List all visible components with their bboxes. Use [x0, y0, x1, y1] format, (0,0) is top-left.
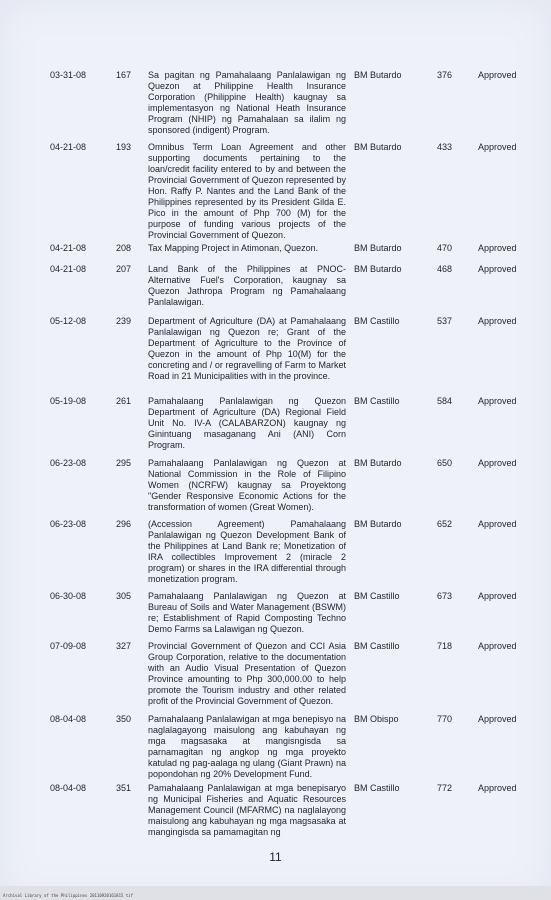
- entry-description: Omnibus Term Loan Agreement and other supporting documents pertaining to the loan/credit facility entered to by and between the Provincial Government of Quezon represented by Hon. Raffy P. Nantes and the Land Bank of the Philippines represented by its President Gilda E. Pico in the amount of Php 700 (M) for the purpose of funding various projects of the Provincial Government of Quezon.: [148, 142, 346, 240]
- entry-date: 05-19-08: [50, 396, 87, 406]
- entry-description: Department of Agriculture (DA) at Pamahalaang Panlalawigan ng Quezon re; Grant of the Department of Agriculture to the Province of Quezon in the amount of Php 10(M) for the concreting and / or regravelling of Farm to Market Road in 21 Municipalities with in the province.: [148, 316, 346, 381]
- resolution-number: 207: [116, 264, 132, 274]
- status-text: Approved: [478, 243, 517, 253]
- control-number: 718: [437, 641, 453, 651]
- status-text: Approved: [478, 316, 517, 326]
- entry-date: 03-31-08: [50, 70, 87, 80]
- control-number: 770: [437, 714, 453, 724]
- sponsor-name: BM Butardo: [354, 142, 402, 152]
- sponsor-name: BM Butardo: [354, 70, 402, 80]
- entry-date: 05-12-08: [50, 316, 87, 326]
- resolution-number: 261: [116, 396, 132, 406]
- control-number: 470: [437, 243, 453, 253]
- entry-description: Pamahalaang Panlalawigan ng Quezon at Bureau of Soils and Water Management (BSWM) re; Establishment of Rapid Composting Techno Demo Farms sa Lalawigan ng Quezon.: [148, 591, 346, 634]
- control-number: 468: [437, 264, 453, 274]
- control-number: 652: [437, 519, 453, 529]
- control-number: 650: [437, 458, 453, 468]
- resolution-number: 193: [116, 142, 132, 152]
- entry-date: 04-21-08: [50, 243, 87, 253]
- resolution-number: 305: [116, 591, 132, 601]
- resolution-number: 167: [116, 70, 132, 80]
- sponsor-name: BM Castillo: [354, 316, 400, 326]
- entry-description: Pamahalaang Panlalawigan at mga benepisaryo ng Municipal Fisheries and Aquatic Resources Management Council (MFARMC) na naglalayong maisulong ang kabuhayan ng mga magsasaka at mangingisda sa pamamagitan ng: [148, 783, 346, 837]
- control-number: 537: [437, 316, 453, 326]
- sponsor-name: BM Butardo: [354, 264, 402, 274]
- sponsor-name: BM Castillo: [354, 396, 400, 406]
- control-number: 673: [437, 591, 453, 601]
- entry-date: 06-23-08: [50, 458, 87, 468]
- footer-note: Archival Library of the Philippines 20110920161815 tif: [3, 893, 134, 898]
- status-text: Approved: [478, 458, 517, 468]
- entry-description: Pamahalaang Panlalawigan ng Quezon Department of Agriculture (DA) Regional Field Unit No. IV-A (CALABARZON) kaugnay ng Ginintuang masaganang Ani (ANI) Corn Program.: [148, 396, 346, 450]
- resolution-number: 350: [116, 714, 132, 724]
- resolution-number: 208: [116, 243, 132, 253]
- resolution-number: 327: [116, 641, 132, 651]
- sponsor-name: BM Butardo: [354, 519, 402, 529]
- control-number: 376: [437, 70, 453, 80]
- status-text: Approved: [478, 783, 517, 793]
- control-number: 772: [437, 783, 453, 793]
- status-text: Approved: [478, 591, 517, 601]
- sponsor-name: BM Castillo: [354, 591, 400, 601]
- resolution-number: 295: [116, 458, 132, 468]
- page-number: 11: [269, 850, 282, 864]
- resolution-number: 296: [116, 519, 132, 529]
- sponsor-name: BM Castillo: [354, 641, 400, 651]
- entry-date: 04-21-08: [50, 264, 87, 274]
- status-text: Approved: [478, 396, 517, 406]
- status-text: Approved: [478, 641, 517, 651]
- entry-date: 07-09-08: [50, 641, 87, 651]
- status-text: Approved: [478, 264, 517, 274]
- entry-date: 08-04-08: [50, 714, 87, 724]
- control-number: 433: [437, 142, 453, 152]
- control-number: 584: [437, 396, 453, 406]
- status-text: Approved: [478, 519, 517, 529]
- entry-description: Tax Mapping Project in Atimonan, Quezon.: [148, 243, 319, 253]
- entry-description: Land Bank of the Philippines at PNOC-Alternative Fuel's Corporation, kaugnay sa Quezon Jathropa Program ng Pamahalaang Panlalawigan.: [148, 264, 346, 307]
- entry-date: 06-30-08: [50, 591, 87, 601]
- resolution-number: 239: [116, 316, 132, 326]
- resolution-number: 351: [116, 783, 132, 793]
- entry-description: Pamahalaang Panlalawigan ng Quezon at National Commission in the Role of Filipino Women (NCRFW) kaugnay sa Proyektong "Gender Responsive Economic Actions for the transformation of women (Great Women).: [148, 458, 346, 512]
- entry-description: (Accession Agreement) Pamahalaang Panlalawigan ng Quezon Development Bank of the Philippines at Land Bank re; Monetization of IRA collectibles Improvement 2 (miracle 2 program) or shares in the IRA differential through monetization program.: [148, 519, 346, 584]
- entry-date: 04-21-08: [50, 142, 87, 152]
- status-text: Approved: [478, 142, 517, 152]
- entry-date: 06-23-08: [50, 519, 87, 529]
- status-text: Approved: [478, 70, 517, 80]
- entry-description: Sa pagitan ng Pamahalaang Panlalawigan ng Quezon at Philippine Health Insurance Corporation (Philippine Health) kaugnay sa implementasyon ng National Heath Insurance Program (NHIP) ng Pamahalaan sa ilalim ng sponsored (indigent) Program.: [148, 70, 346, 135]
- sponsor-name: BM Castillo: [354, 783, 400, 793]
- status-text: Approved: [478, 714, 517, 724]
- entry-date: 08-04-08: [50, 783, 87, 793]
- sponsor-name: BM Butardo: [354, 243, 402, 253]
- entry-description: Provincial Government of Quezon and CCI Asia Group Corporation, relative to the documentation with an Audio Visual Presentation of Quezon Province amounting to Php 300,000.00 to help promote the Tourism industry and other related profit of the Provincial Government of Quezon.: [148, 641, 346, 706]
- sponsor-name: BM Obispo: [354, 714, 399, 724]
- sponsor-name: BM Butardo: [354, 458, 402, 468]
- entry-description: Pamahalaang Panlalawigan at mga benepisyo na naglalagayong maisulong ang kabuhayan ng mga magsasaka at mangisngisda sa parnamagitan ng angkop ng mga proyekto katulad ng pag-aalaga ng ulang (Giant Prawn) na popondohan ng 20% Development Fund.: [148, 714, 346, 779]
